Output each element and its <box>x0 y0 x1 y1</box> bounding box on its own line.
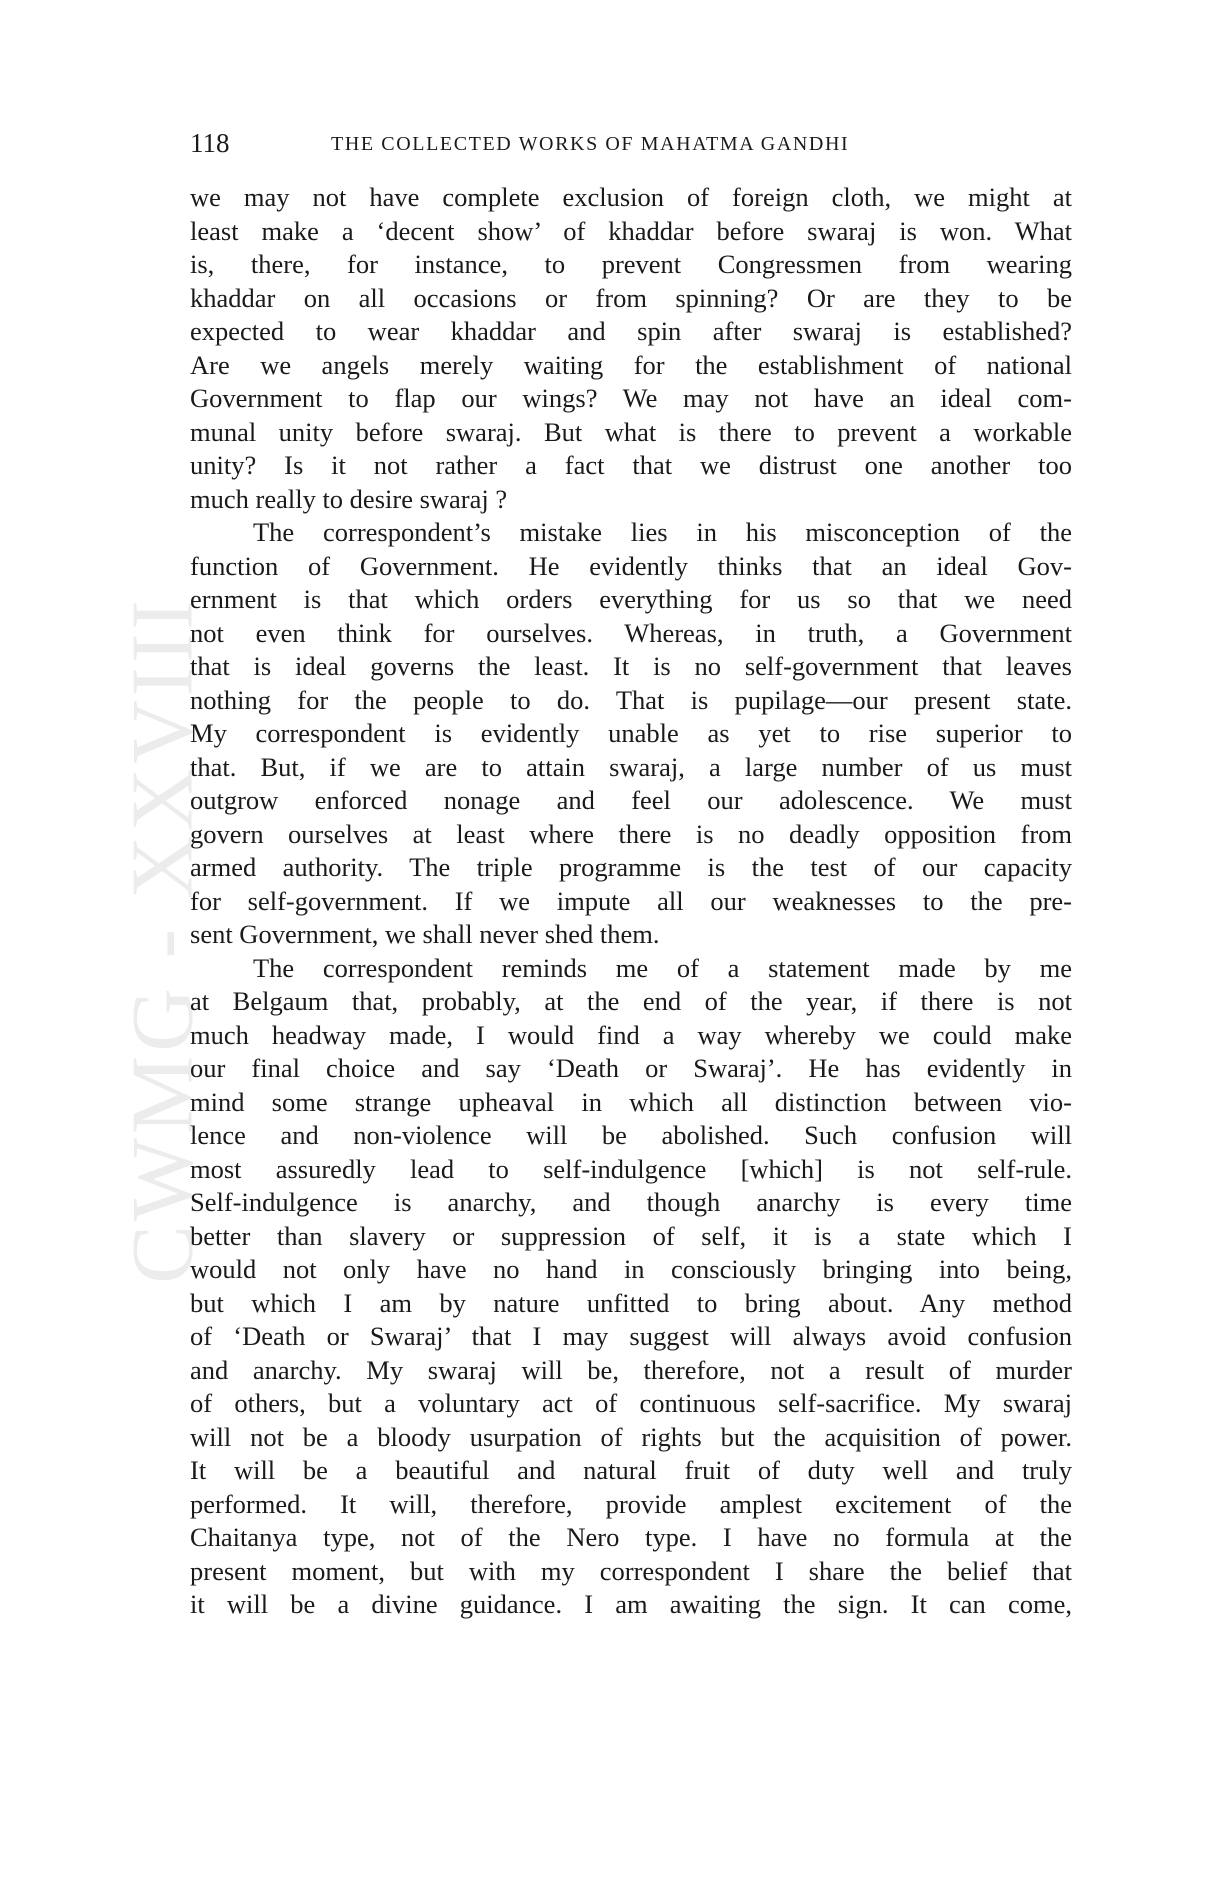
text-line: of others, but a voluntary act of continuous self-sacrifice. My swaraj <box>190 1388 1072 1418</box>
text-line: sent Government, we shall never shed them. <box>190 919 660 949</box>
text-line: armed authority. The triple programme is the test of our capacity <box>190 852 1072 882</box>
text-line: at Belgaum that, probably, at the end of the year, if there is not <box>190 986 1072 1016</box>
text-line: performed. It will, therefore, provide amplest excitement of the <box>190 1488 1072 1519</box>
text-line: function of Government. He evidently thinks that an ideal Gov- <box>190 550 1072 581</box>
text-line: My correspondent is evidently unable as yet to rise superior to <box>190 718 1072 748</box>
paragraph <box>190 952 1072 1622</box>
text-line: much really to desire swaraj ? <box>190 483 508 514</box>
text-line: for self-government. If we impute all our weaknesses to the pre- <box>190 885 1072 916</box>
text-line: will not be a bloody usurpation of rights but the acquisition of power. <box>190 1421 1072 1452</box>
paragraph <box>190 181 1072 516</box>
text-line: least make a ‘decent show’ of khaddar before swaraj is won. What <box>190 215 1072 246</box>
text-line: khaddar on all occasions or from spinning? Or are they to be <box>190 282 1072 313</box>
text-line: but which I am by nature unfitted to bring about. Any method <box>190 1287 1072 1318</box>
text-line: most assuredly lead to self-indulgence [which] is not self-rule. <box>190 1153 1072 1184</box>
text-line: govern ourselves at least where there is no deadly opposition from <box>190 818 1072 849</box>
text-line: outgrow enforced nonage and feel our adolescence. We must <box>190 785 1072 815</box>
text-line: The correspondent’s mistake lies in his misconception of the <box>253 517 1072 547</box>
text-line: present moment, but with my correspondent I share the belief that <box>190 1555 1072 1586</box>
text-line: is, there, for instance, to prevent Congressmen from wearing <box>190 249 1072 279</box>
text-line: our final choice and say ‘Death or Swaraj’. He has evidently in <box>190 1053 1072 1083</box>
text-line: It will be a beautiful and natural fruit of duty well and truly <box>190 1455 1072 1485</box>
text-line: would not only have no hand in consciously bringing into being, <box>190 1254 1072 1284</box>
text-line: Government to flap our wings? We may not have an ideal com- <box>190 383 1072 413</box>
text-line: munal unity before swaraj. But what is there to prevent a workable <box>190 416 1072 447</box>
text-line: expected to wear khaddar and spin after swaraj is established? <box>190 316 1072 346</box>
text-line: not even think for ourselves. Whereas, in truth, a Government <box>190 617 1072 648</box>
text-line: it will be a divine guidance. I am awaiting the sign. It can come, <box>190 1589 1072 1619</box>
text-line: mind some strange upheaval in which all distinction between vio- <box>190 1086 1072 1117</box>
text-line: lence and non-violence will be abolished. Such confusion will <box>190 1120 1072 1150</box>
text-line: Self-indulgence is anarchy, and though anarchy is every time <box>190 1187 1072 1217</box>
text-line: and anarchy. My swaraj will be, therefore, not a result of murder <box>190 1354 1072 1385</box>
text-line: nothing for the people to do. That is pupilage—our present state. <box>190 684 1072 715</box>
text-line: we may not have complete exclusion of foreign cloth, we might at <box>190 182 1072 212</box>
text-line: much headway made, I would find a way whereby we could make <box>190 1019 1072 1050</box>
paragraph <box>190 516 1072 952</box>
text-line: Chaitanya type, not of the Nero type. I have no formula at the <box>190 1522 1072 1552</box>
text-line: unity? Is it not rather a fact that we distrust one another too <box>190 450 1072 480</box>
text-line: that is ideal governs the least. It is no self-government that leaves <box>190 651 1072 681</box>
watermark: CWMG - XXVIII <box>114 596 212 1284</box>
body-text <box>190 181 1072 1622</box>
running-head <box>190 128 1072 162</box>
page-number: 118 <box>190 128 230 158</box>
text-line: that. But, if we are to attain swaraj, a large number of us must <box>190 751 1072 782</box>
text-line: Are we angels merely waiting for the establishment of national <box>190 349 1072 380</box>
text-line: of ‘Death or Swaraj’ that I may suggest will always avoid confusion <box>190 1321 1072 1351</box>
running-head-title: THE COLLECTED WORKS OF MAHATMA GANDHI <box>331 133 850 155</box>
text-line: better than slavery or suppression of self, it is a state which I <box>190 1220 1072 1251</box>
text-line: The correspondent reminds me of a statement made by me <box>253 952 1072 983</box>
text-line: ernment is that which orders everything for us so that we need <box>190 584 1072 614</box>
